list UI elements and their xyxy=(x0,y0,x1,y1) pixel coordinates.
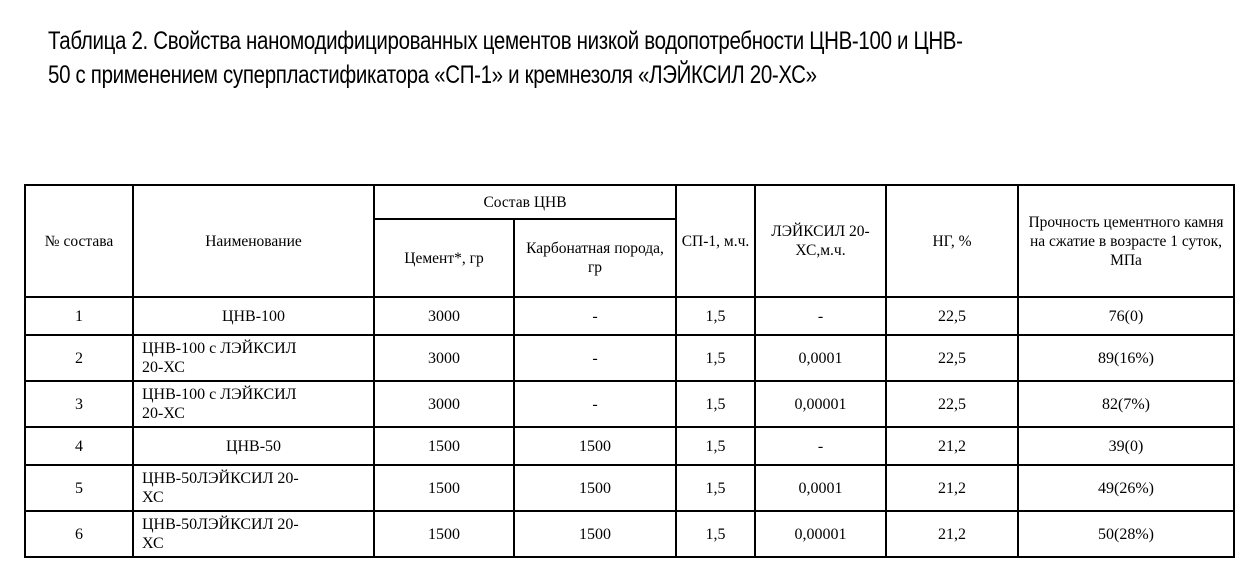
table-row xyxy=(25,465,1234,511)
header-no: № состава xyxy=(25,185,133,297)
cell-sp1: 1,5 xyxy=(676,427,755,465)
cell-ng: 22,5 xyxy=(886,381,1018,427)
cell-carbonate: - xyxy=(514,335,676,381)
cell-ng: 22,5 xyxy=(886,335,1018,381)
cell-name-line-1: ЦНВ-100 с ЛЭЙКСИЛ xyxy=(142,340,297,357)
header-name: Наименование xyxy=(133,185,374,297)
cell-carbonate: - xyxy=(514,297,676,335)
cell-ng: 21,2 xyxy=(886,465,1018,511)
table-row xyxy=(25,381,1234,427)
cell-strength: 49(26%) xyxy=(1018,465,1234,511)
cell-strength: 89(16%) xyxy=(1018,335,1234,381)
cell-strength: 50(28%) xyxy=(1018,511,1234,557)
cell-cement: 3000 xyxy=(374,335,514,381)
cell-name-line-2: 20-ХС xyxy=(142,405,185,422)
header-carbonate: Карбонатная порода, гр xyxy=(514,219,676,297)
cell-name-line-2: ХС xyxy=(142,535,164,552)
cell-carbonate: 1500 xyxy=(514,511,676,557)
cell-carbonate: 1500 xyxy=(514,465,676,511)
cell-leyksil: - xyxy=(755,427,886,465)
cell-name xyxy=(133,381,374,427)
cell-name-line-1: ЦНВ-100 с ЛЭЙКСИЛ xyxy=(142,386,297,403)
cell-leyksil: 0,0001 xyxy=(755,465,886,511)
cell-sp1: 1,5 xyxy=(676,381,755,427)
cell-sp1: 1,5 xyxy=(676,335,755,381)
cell-name xyxy=(133,465,374,511)
cell-cement: 1500 xyxy=(374,465,514,511)
cell-ng: 22,5 xyxy=(886,297,1018,335)
cell-cement: 1500 xyxy=(374,427,514,465)
table-caption xyxy=(48,24,1016,92)
cell-leyksil: 0,0001 xyxy=(755,335,886,381)
caption-line-2: 50 с применением суперпластификатора «СП-1» и кремнезоля «ЛЭЙКСИЛ 20-ХС» xyxy=(48,61,817,89)
cell-sp1: 1,5 xyxy=(676,297,755,335)
cell-sp1: 1,5 xyxy=(676,511,755,557)
cell-no: 4 xyxy=(25,427,133,465)
cell-name: ЦНВ-50 xyxy=(133,427,374,465)
table-row xyxy=(25,511,1234,557)
cell-leyksil: - xyxy=(755,297,886,335)
cell-no: 3 xyxy=(25,381,133,427)
cell-no: 5 xyxy=(25,465,133,511)
cell-leyksil: 0,00001 xyxy=(755,381,886,427)
cell-cement: 3000 xyxy=(374,297,514,335)
cell-name: ЦНВ-100 xyxy=(133,297,374,335)
header-composition: Состав ЦНВ xyxy=(374,185,676,219)
cell-carbonate: 1500 xyxy=(514,427,676,465)
properties-table xyxy=(24,184,1235,558)
cell-name-line-1: ЦНВ-50ЛЭЙКСИЛ 20- xyxy=(142,470,299,487)
header-cement: Цемент*, гр xyxy=(374,219,514,297)
header-strength: Прочность цементного камня на сжатие в возрасте 1 суток, МПа xyxy=(1018,185,1234,297)
cell-carbonate: - xyxy=(514,381,676,427)
header-sp1: СП-1, м.ч. xyxy=(676,185,755,297)
cell-strength: 82(7%) xyxy=(1018,381,1234,427)
cell-leyksil: 0,00001 xyxy=(755,511,886,557)
table-row xyxy=(25,427,1234,465)
header-ng: НГ, % xyxy=(886,185,1018,297)
table-row xyxy=(25,297,1234,335)
cell-cement: 1500 xyxy=(374,511,514,557)
cell-no: 6 xyxy=(25,511,133,557)
cell-name-line-2: ХС xyxy=(142,489,164,506)
cell-strength: 76(0) xyxy=(1018,297,1234,335)
cell-name xyxy=(133,335,374,381)
cell-cement: 3000 xyxy=(374,381,514,427)
cell-strength: 39(0) xyxy=(1018,427,1234,465)
cell-ng: 21,2 xyxy=(886,511,1018,557)
cell-name-line-2: 20-ХС xyxy=(142,359,185,376)
cell-no: 2 xyxy=(25,335,133,381)
cell-ng: 21,2 xyxy=(886,427,1018,465)
cell-name-line-1: ЦНВ-50ЛЭЙКСИЛ 20- xyxy=(142,516,299,533)
table-row xyxy=(25,335,1234,381)
caption-line-1: Таблица 2. Свойства наномодифицированных цементов низкой водопотребности ЦНВ-100 и ЦНВ- xyxy=(48,27,963,55)
cell-no: 1 xyxy=(25,297,133,335)
header-leyksil: ЛЭЙКСИЛ 20-ХС,м.ч. xyxy=(755,185,886,297)
cell-sp1: 1,5 xyxy=(676,465,755,511)
cell-name xyxy=(133,511,374,557)
